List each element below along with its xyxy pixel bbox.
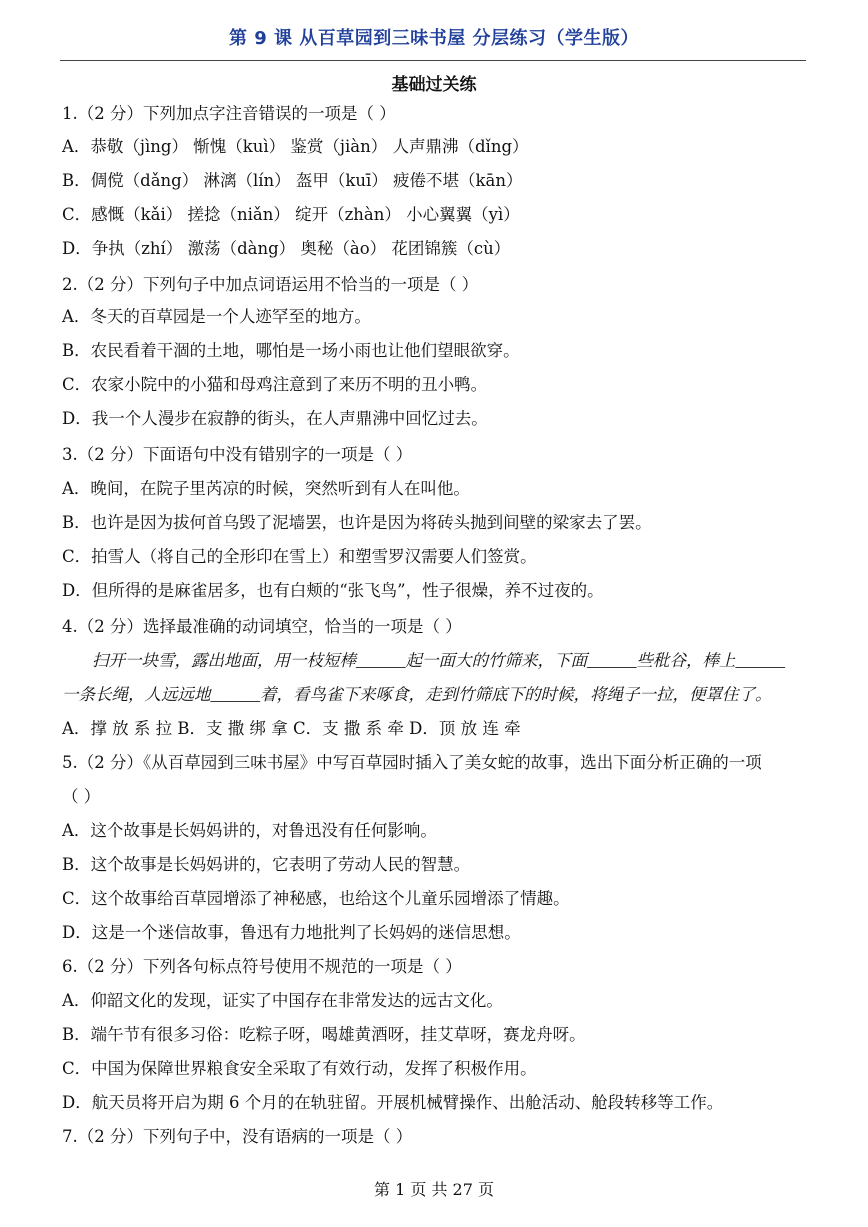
text-line: D．但所得的是麻雀居多，也有白颊的“张飞鸟”，性子很燥，养不过夜的。 [62, 581, 604, 600]
text-line: A．冬天的百草园是一个人迹罕至的地方。 [62, 307, 371, 326]
text-line: C．感慨（kǎi） 搓捻（niǎn） 绽开（zhàn） 小心翼翼（yì） [62, 205, 520, 224]
text-line: A．恭敬（jìng） 惭愧（kuì） 鉴赏（jiàn） 人声鼎沸（dǐng） [62, 137, 529, 156]
text-line: 一条长绳，人远远地______着，看鸟雀下来啄食，走到竹筛底下的时候，将绳子一拉，便罩住了。 [62, 685, 772, 704]
text-line: 5.（2 分）《从百草园到三味书屋》中写百草园时插入了美女蛇的故事，选出下面分析正确的一项 [62, 753, 762, 772]
text-line: A．这个故事是长妈妈讲的，对鲁迅没有任何影响。 [62, 821, 437, 840]
text-line: A．撑 放 系 拉 B．支 撒 绑 拿 C．支 撒 系 牵 D．顶 放 连 牵 [62, 719, 521, 738]
text-line: 3.（2 分）下面语句中没有错别字的一项是（ ） [62, 445, 413, 464]
text-line: B．农民看着干涸的土地，哪怕是一场小雨也让他们望眼欲穿。 [62, 341, 520, 360]
text-line: 2.（2 分）下列句子中加点词语运用不恰当的一项是（ ） [62, 275, 479, 294]
text-line: B．也许是因为拔何首乌毁了泥墙罢，也许是因为将砖头抛到间壁的梁家去了罢。 [62, 513, 652, 532]
text-line: 1.（2 分）下列加点字注音错误的一项是（ ） [62, 104, 396, 123]
text-line: 7.（2 分）下列句子中，没有语病的一项是（ ） [62, 1127, 413, 1146]
text-line: C．拍雪人（将自己的全形印在雪上）和塑雪罗汉需要人们签赏。 [62, 547, 537, 566]
text-line: A．晚间，在院子里芮凉的时候，突然听到有人在叫他。 [62, 479, 470, 498]
page-footer: 第 1 页 共 27 页 [374, 1180, 494, 1199]
text-line: C．农家小院中的小猫和母鸡注意到了来历不明的丑小鸭。 [62, 375, 488, 394]
text-line: D．这是一个迷信故事，鲁迅有力地批判了长妈妈的迷信思想。 [62, 923, 521, 942]
text-line: B．这个故事是长妈妈讲的，它表明了劳动人民的智慧。 [62, 855, 471, 874]
text-line: （ ） [62, 787, 101, 806]
text-line: 扫开一块雪，露出地面，用一枝短棒______起一面大的竹筛来，下面______些秕谷，棒上______ [92, 651, 785, 670]
text-line: D．航天员将开启为期 6 个月的在轨驻留。开展机械臂操作、出舱活动、舱段转移等工作。 [62, 1093, 724, 1112]
page-header-title: 第 9 课 从百草园到三味书屋 分层练习（学生版） [228, 28, 640, 49]
header-divider [60, 60, 806, 61]
section-title: 基础过关练 [391, 75, 477, 95]
text-line: 4.（2 分）选择最准确的动词填空，恰当的一项是（ ） [62, 617, 462, 636]
text-line: B．端午节有很多习俗：吃粽子呀，喝雄黄酒呀，挂艾草呀，赛龙舟呀。 [62, 1025, 586, 1044]
text-line: D．我一个人漫步在寂静的街头，在人声鼎沸中回忆过去。 [62, 409, 488, 428]
text-line: C．中国为保障世界粮食安全采取了有效行动，发挥了积极作用。 [62, 1059, 537, 1078]
text-line: D．争执（zhí） 激荡（dàng） 奥秘（ào） 花团锦簇（cù） [62, 239, 511, 258]
text-line: 6.（2 分）下列各句标点符号使用不规范的一项是（ ） [62, 957, 462, 976]
text-line: C．这个故事给百草园增添了神秘感，也给这个儿童乐园增添了情趣。 [62, 889, 570, 908]
text-line: B．倜傥（dǎng） 淋漓（lín） 盔甲（kuī） 疲倦不堪（kān） [62, 171, 523, 190]
text-line: A．仰韶文化的发现，证实了中国存在非常发达的远古文化。 [62, 991, 503, 1010]
